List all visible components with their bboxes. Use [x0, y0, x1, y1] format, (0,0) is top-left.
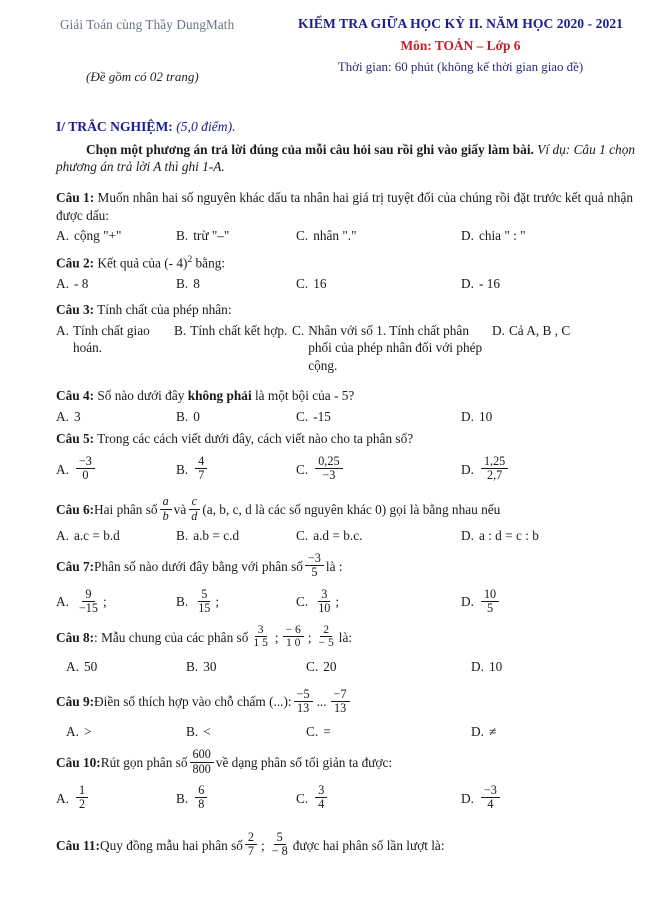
option-d-text: ≠	[488, 723, 497, 739]
question-3-label: Câu 3:	[56, 302, 95, 318]
option-a[interactable]	[56, 782, 176, 812]
numerator: 0,25	[315, 455, 342, 469]
option-c-text: nhân "."	[313, 228, 357, 244]
option-d-text: a : d = c : b	[478, 527, 539, 543]
option-b-letter: B.	[176, 228, 189, 244]
question-2-exponent: 2	[187, 254, 193, 265]
question-11	[56, 832, 639, 859]
option-a-text: >	[83, 723, 92, 739]
question-1-options	[56, 227, 639, 245]
numerator: 3	[315, 784, 327, 798]
denominator: − 5	[318, 636, 334, 650]
exam-subject: Môn: TOÁN – Lớp 6	[400, 38, 521, 53]
option-d-letter: D.	[461, 527, 474, 543]
option-c-text: 20	[323, 658, 337, 674]
option-a-letter: A.	[56, 322, 69, 338]
numerator: − 6	[283, 624, 304, 638]
question-6-body-post: (a, b, c, d là các số nguyên khác 0) gọi là bằng nhau nếu	[202, 502, 501, 518]
numerator: 3	[255, 624, 267, 638]
question-10-text	[56, 749, 398, 776]
question-10-body-post: về dạng phân số tối giản ta được:	[215, 755, 393, 771]
question-2-options	[56, 275, 639, 293]
section-instruction	[56, 141, 639, 176]
question-4	[56, 387, 639, 425]
option-d[interactable]	[492, 322, 570, 340]
question-7-text	[56, 553, 349, 580]
option-d-fraction	[481, 784, 500, 811]
option-b-fraction	[195, 784, 207, 811]
option-d-text: 10	[488, 658, 503, 674]
option-d[interactable]	[461, 782, 502, 812]
option-d-fraction	[481, 588, 499, 615]
option-c[interactable]	[292, 322, 492, 375]
option-a-text: 3	[73, 408, 81, 424]
option-a-text: cộng "+"	[73, 228, 122, 244]
question-10-label: Câu 10:	[56, 755, 101, 771]
option-a-letter: A.	[66, 723, 79, 739]
numerator: 5	[198, 588, 210, 602]
option-a-tail: ;	[103, 594, 107, 610]
question-11-fraction-2	[269, 831, 291, 858]
option-a[interactable]	[56, 527, 176, 545]
option-b[interactable]	[176, 456, 296, 483]
option-a[interactable]	[56, 586, 176, 616]
option-a-letter: A.	[56, 408, 69, 424]
question-5-body: Trong các cách viết dưới đây, cách viết nào cho ta phân số?	[94, 431, 414, 447]
option-c[interactable]	[296, 275, 461, 293]
option-d-text: chia " : "	[478, 228, 526, 244]
numerator: −3	[481, 784, 500, 798]
option-b-text: trừ "–"	[193, 228, 230, 244]
question-11-text	[56, 832, 451, 859]
option-d-letter: D.	[461, 594, 474, 610]
denominator: 1 5	[253, 636, 268, 650]
option-b-text: 0	[193, 408, 200, 424]
question-10-options	[56, 782, 639, 812]
numerator: 2	[245, 831, 257, 845]
option-c-letter: C.	[296, 790, 309, 806]
option-d[interactable]	[461, 527, 539, 545]
option-a-letter: A.	[66, 658, 79, 674]
question-9-fraction-1	[294, 688, 313, 715]
numerator: 6	[195, 784, 207, 798]
option-c-letter: C.	[306, 723, 319, 739]
question-5	[56, 430, 639, 483]
numerator: −3	[305, 552, 324, 566]
option-d-letter: D.	[461, 408, 474, 424]
question-9-fraction-2	[331, 688, 350, 715]
option-b[interactable]	[186, 658, 306, 676]
denominator: 5	[486, 600, 494, 615]
option-d[interactable]	[461, 408, 492, 426]
question-10	[56, 749, 639, 812]
option-a[interactable]	[66, 723, 186, 741]
fraction-separator-1: ;	[274, 630, 279, 646]
option-a-text: - 8	[73, 275, 89, 291]
option-b-fraction	[195, 588, 213, 615]
option-c-text: =	[323, 723, 331, 739]
numerator: 3	[318, 588, 330, 602]
option-a-text: a.c = b.d	[73, 527, 120, 543]
question-9-options	[56, 723, 639, 741]
option-a-text: Tính chất giao hoán.	[72, 322, 150, 356]
question-3-options	[56, 322, 639, 375]
question-7	[56, 553, 639, 616]
question-6-body-mid: và	[173, 502, 187, 518]
option-b[interactable]	[176, 408, 296, 426]
numerator: −7	[331, 688, 350, 702]
question-1	[56, 189, 639, 245]
instruction-example: Ví dụ: Câu 1 chọn phương án trả lời A thì ghi 1-A.	[56, 141, 635, 175]
option-b-letter: B.	[176, 527, 189, 543]
option-d-letter: D.	[461, 228, 474, 244]
question-4-body-pre: Số nào dưới đây	[94, 388, 188, 404]
question-8-body-post: là:	[338, 630, 353, 646]
question-4-label: Câu 4:	[56, 388, 95, 404]
option-c[interactable]	[306, 658, 471, 676]
option-d-text: - 16	[478, 275, 500, 291]
option-a-letter: A.	[56, 594, 69, 610]
option-c-letter: C.	[306, 658, 319, 674]
denominator: 7	[198, 468, 205, 483]
denominator: − 8	[271, 844, 288, 859]
option-d[interactable]	[461, 227, 526, 245]
question-6-options	[56, 527, 639, 545]
denominator: 2	[78, 796, 86, 811]
option-a-letter: A.	[56, 527, 69, 543]
option-c[interactable]	[296, 456, 461, 483]
denominator: 1 0	[285, 636, 301, 650]
denominator: 15	[198, 600, 211, 615]
option-b-letter: B.	[176, 594, 189, 610]
option-c[interactable]	[306, 723, 471, 741]
question-8-fraction-1	[250, 624, 271, 650]
option-c[interactable]	[296, 586, 461, 616]
option-b-text: 30	[203, 658, 217, 674]
option-a[interactable]	[56, 408, 176, 426]
option-b-fraction	[195, 455, 207, 482]
question-11-fraction-1	[245, 831, 257, 858]
question-7-body-post: là :	[325, 559, 343, 575]
denominator: 2,7	[486, 468, 503, 483]
numerator: −3	[76, 455, 95, 469]
question-2-label: Câu 2:	[56, 255, 95, 271]
page-count-note: (Đề gồm có 02 trang)	[86, 69, 199, 84]
question-5-label: Câu 5:	[56, 431, 95, 447]
denominator: 13	[333, 700, 347, 715]
question-6-body-pre: Hai phân số	[94, 502, 158, 518]
denominator: −3	[322, 468, 336, 483]
denominator: 8	[198, 796, 205, 811]
option-c-text: Nhân với số 1. Tính chất phân phối của phép nhân đối với phép cộng.	[308, 322, 483, 373]
question-4-text	[56, 387, 639, 405]
question-8-fraction-2	[283, 624, 304, 650]
option-d-letter: D.	[471, 723, 484, 739]
option-d-letter: D.	[492, 322, 505, 338]
question-9	[56, 686, 639, 741]
question-3-text	[56, 301, 639, 319]
question-3	[56, 301, 639, 374]
question-2	[56, 254, 639, 293]
question-9-text	[56, 686, 358, 716]
option-c-letter: C.	[296, 408, 309, 424]
numerator: 1	[76, 784, 88, 798]
denominator: 0	[82, 468, 89, 483]
denominator: b	[162, 508, 169, 523]
denominator: 13	[297, 700, 310, 715]
option-d-text: 10	[478, 408, 493, 424]
question-11-body-post: được hai phân số lần lượt là:	[292, 837, 445, 853]
denominator: −15	[78, 600, 98, 615]
option-b-letter: B.	[174, 322, 187, 338]
question-11-label: Câu 11:	[56, 837, 100, 853]
question-6-text	[56, 496, 506, 523]
option-a[interactable]	[56, 456, 176, 483]
option-d-letter: D.	[471, 658, 484, 674]
option-a-fraction	[76, 588, 101, 615]
fraction-separator-2: ;	[307, 630, 312, 646]
numerator: −5	[294, 688, 313, 702]
question-3-body: Tính chất của phép nhân:	[94, 302, 232, 318]
option-c-text: a.d = b.c.	[313, 527, 363, 543]
question-2-text	[56, 254, 639, 272]
option-c-tail: ;	[335, 594, 340, 610]
question-8-fraction-3	[316, 624, 337, 650]
option-d-letter: D.	[461, 461, 474, 477]
option-b-tail: ;	[215, 594, 220, 610]
denominator: 7	[247, 844, 254, 859]
question-4-options	[56, 408, 639, 426]
option-a[interactable]	[66, 658, 186, 676]
option-a-letter: A.	[56, 790, 69, 806]
question-8-label: Câu 8:	[56, 630, 95, 646]
question-6	[56, 496, 639, 544]
section-points: (5,0 điểm).	[176, 119, 236, 134]
option-b[interactable]	[176, 782, 296, 812]
question-2-body-post: bằng:	[192, 255, 226, 271]
denominator: 4	[487, 796, 494, 811]
option-c[interactable]	[296, 782, 461, 812]
option-b-letter: B.	[176, 408, 189, 424]
question-5-options	[56, 456, 639, 483]
option-b-letter: B.	[186, 723, 199, 739]
option-d[interactable]	[461, 275, 500, 293]
instruction-main: Chọn một phương án trả lời đúng của mỗi câu hỏi sau rồi ghi vào giấy làm bài.	[86, 141, 534, 157]
option-c[interactable]	[296, 227, 461, 245]
question-11-body-pre: Quy đồng mẫu hai phân số	[99, 837, 243, 853]
question-7-options	[56, 586, 639, 616]
option-b[interactable]	[176, 527, 296, 545]
option-a-letter: A.	[56, 228, 69, 244]
option-d[interactable]	[471, 723, 496, 741]
watermark-text: Giải Toán cùng Thầy DungMath	[60, 17, 235, 32]
option-b-text: Tính chất kết hợp.	[190, 322, 288, 338]
option-b[interactable]	[176, 227, 296, 245]
option-c-letter: C.	[296, 594, 309, 610]
option-d[interactable]	[471, 658, 502, 676]
option-c[interactable]	[296, 408, 461, 426]
option-d[interactable]	[461, 456, 510, 483]
question-1-label: Câu 1:	[56, 190, 95, 206]
question-7-label: Câu 7:	[56, 559, 95, 575]
question-5-text	[56, 430, 639, 448]
option-b[interactable]	[186, 723, 306, 741]
numerator: 9	[82, 588, 94, 602]
question-11-separator: ;	[261, 837, 265, 853]
option-b-text: a.b = c.d	[193, 527, 240, 543]
option-d[interactable]	[461, 586, 501, 616]
denominator: 5	[311, 565, 318, 580]
exam-duration: Thời gian: 60 phút (không kể thời gian giao đề)	[337, 60, 584, 74]
question-4-emphasis: không phải	[187, 388, 252, 404]
option-a[interactable]	[56, 275, 176, 293]
question-8-text	[56, 622, 358, 651]
question-7-body-pre: Phân số nào dưới đây bằng với phân số	[94, 559, 303, 575]
option-c-letter: C.	[296, 461, 309, 477]
option-b-letter: B.	[186, 658, 199, 674]
option-c-letter: C.	[296, 228, 309, 244]
option-a-letter: A.	[56, 275, 69, 291]
section-title: I/ TRẮC NGHIỆM:	[56, 119, 173, 134]
option-a[interactable]	[56, 227, 176, 245]
question-7-fraction	[305, 552, 324, 579]
option-b-text: 8	[193, 275, 200, 291]
question-9-body-pre: Điền số thích hợp vào chỗ chấm (...):	[94, 694, 292, 710]
question-6-fraction-1	[160, 495, 172, 522]
option-a-fraction	[76, 784, 88, 811]
numerator: 4	[195, 455, 207, 469]
question-6-fraction-2	[188, 495, 200, 522]
option-c-text: 16	[313, 275, 327, 291]
section-heading	[56, 118, 639, 136]
option-a-fraction	[76, 455, 95, 482]
denominator: 10	[318, 600, 331, 615]
option-d-fraction	[481, 455, 508, 482]
numerator: c	[189, 495, 200, 509]
question-9-label: Câu 9:	[56, 694, 95, 710]
question-6-label: Câu 6:	[56, 502, 95, 518]
option-b-letter: B.	[176, 790, 189, 806]
option-d-text: Cả A, B , C	[508, 322, 571, 338]
option-c-letter: C.	[296, 527, 309, 543]
option-b[interactable]	[176, 586, 296, 616]
option-c-fraction	[315, 588, 333, 615]
question-8-body-pre: : Mẫu chung của các phân số	[94, 630, 249, 646]
question-4-body-post: là một bội của - 5?	[251, 388, 355, 404]
question-10-body-pre: Rút gọn phân số	[100, 755, 188, 771]
option-c-letter: C.	[292, 322, 305, 338]
option-a[interactable]	[56, 322, 174, 357]
numerator: 1,25	[481, 455, 508, 469]
denominator: d	[191, 508, 198, 523]
numerator: a	[160, 495, 172, 509]
question-10-fraction	[190, 748, 214, 775]
option-a-text: 50	[83, 658, 98, 674]
option-c-text: -15	[313, 408, 331, 424]
denominator: 4	[318, 796, 325, 811]
numerator: 10	[481, 588, 499, 602]
numerator: 600	[190, 748, 214, 762]
option-b-letter: B.	[176, 461, 189, 477]
question-2-body-pre: Kết quả của (- 4)	[94, 255, 188, 271]
question-8-options	[56, 658, 639, 676]
option-b[interactable]	[176, 275, 296, 293]
option-c-letter: C.	[296, 275, 309, 291]
option-c-fraction	[315, 784, 327, 811]
option-b-text: <	[203, 723, 211, 739]
numerator: 2	[320, 624, 332, 638]
option-c[interactable]	[296, 527, 461, 545]
numerator: 5	[274, 831, 286, 845]
option-b[interactable]	[174, 322, 292, 340]
question-9-dots: ...	[316, 694, 327, 710]
option-d-letter: D.	[461, 790, 474, 806]
question-8	[56, 622, 639, 676]
page-header	[0, 0, 653, 100]
exam-content	[0, 118, 653, 859]
question-1-text	[56, 189, 639, 224]
denominator: 800	[192, 761, 211, 776]
question-1-body: Muốn nhân hai số nguyên khác dấu ta nhân hai giá trị tuyệt đối của chúng rồi đặt trước kết quả nhận được dấu:	[56, 190, 634, 223]
option-b-letter: B.	[176, 275, 189, 291]
exam-title: KIỂM TRA GIỮA HỌC KỲ II. NĂM HỌC 2020 - 2021	[297, 16, 624, 31]
option-a-letter: A.	[56, 461, 69, 477]
option-c-fraction	[315, 455, 342, 482]
option-d-letter: D.	[461, 275, 474, 291]
